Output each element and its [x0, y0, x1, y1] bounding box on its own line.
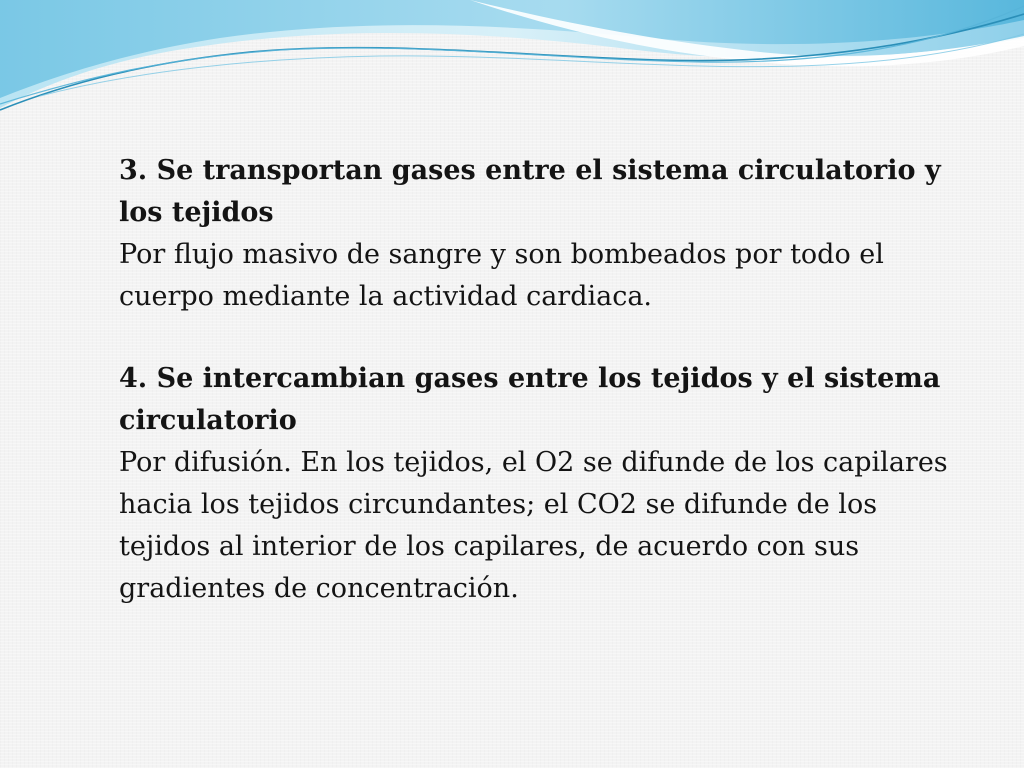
section-4-heading: 4. Se intercambian gases entre los tejidos y el sistema circulatorio — [119, 363, 941, 436]
decorative-wave-header — [0, 0, 1024, 130]
section-3 — [119, 150, 969, 318]
section-4-body: Por difusión. En los tejidos, el O2 se difunde de los capilares hacia los tejidos circundantes; el CO2 se difunde de los tejidos al interior de los capilares, de acuerdo con sus gradientes de concentración. — [119, 447, 948, 604]
section-4 — [119, 358, 969, 610]
slide-content — [119, 150, 969, 610]
section-3-heading: 3. Se transportan gases entre el sistema circulatorio y los tejidos — [119, 155, 941, 228]
section-3-body: Por flujo masivo de sangre y son bombeados por todo el cuerpo mediante la actividad cardiaca. — [119, 239, 884, 312]
